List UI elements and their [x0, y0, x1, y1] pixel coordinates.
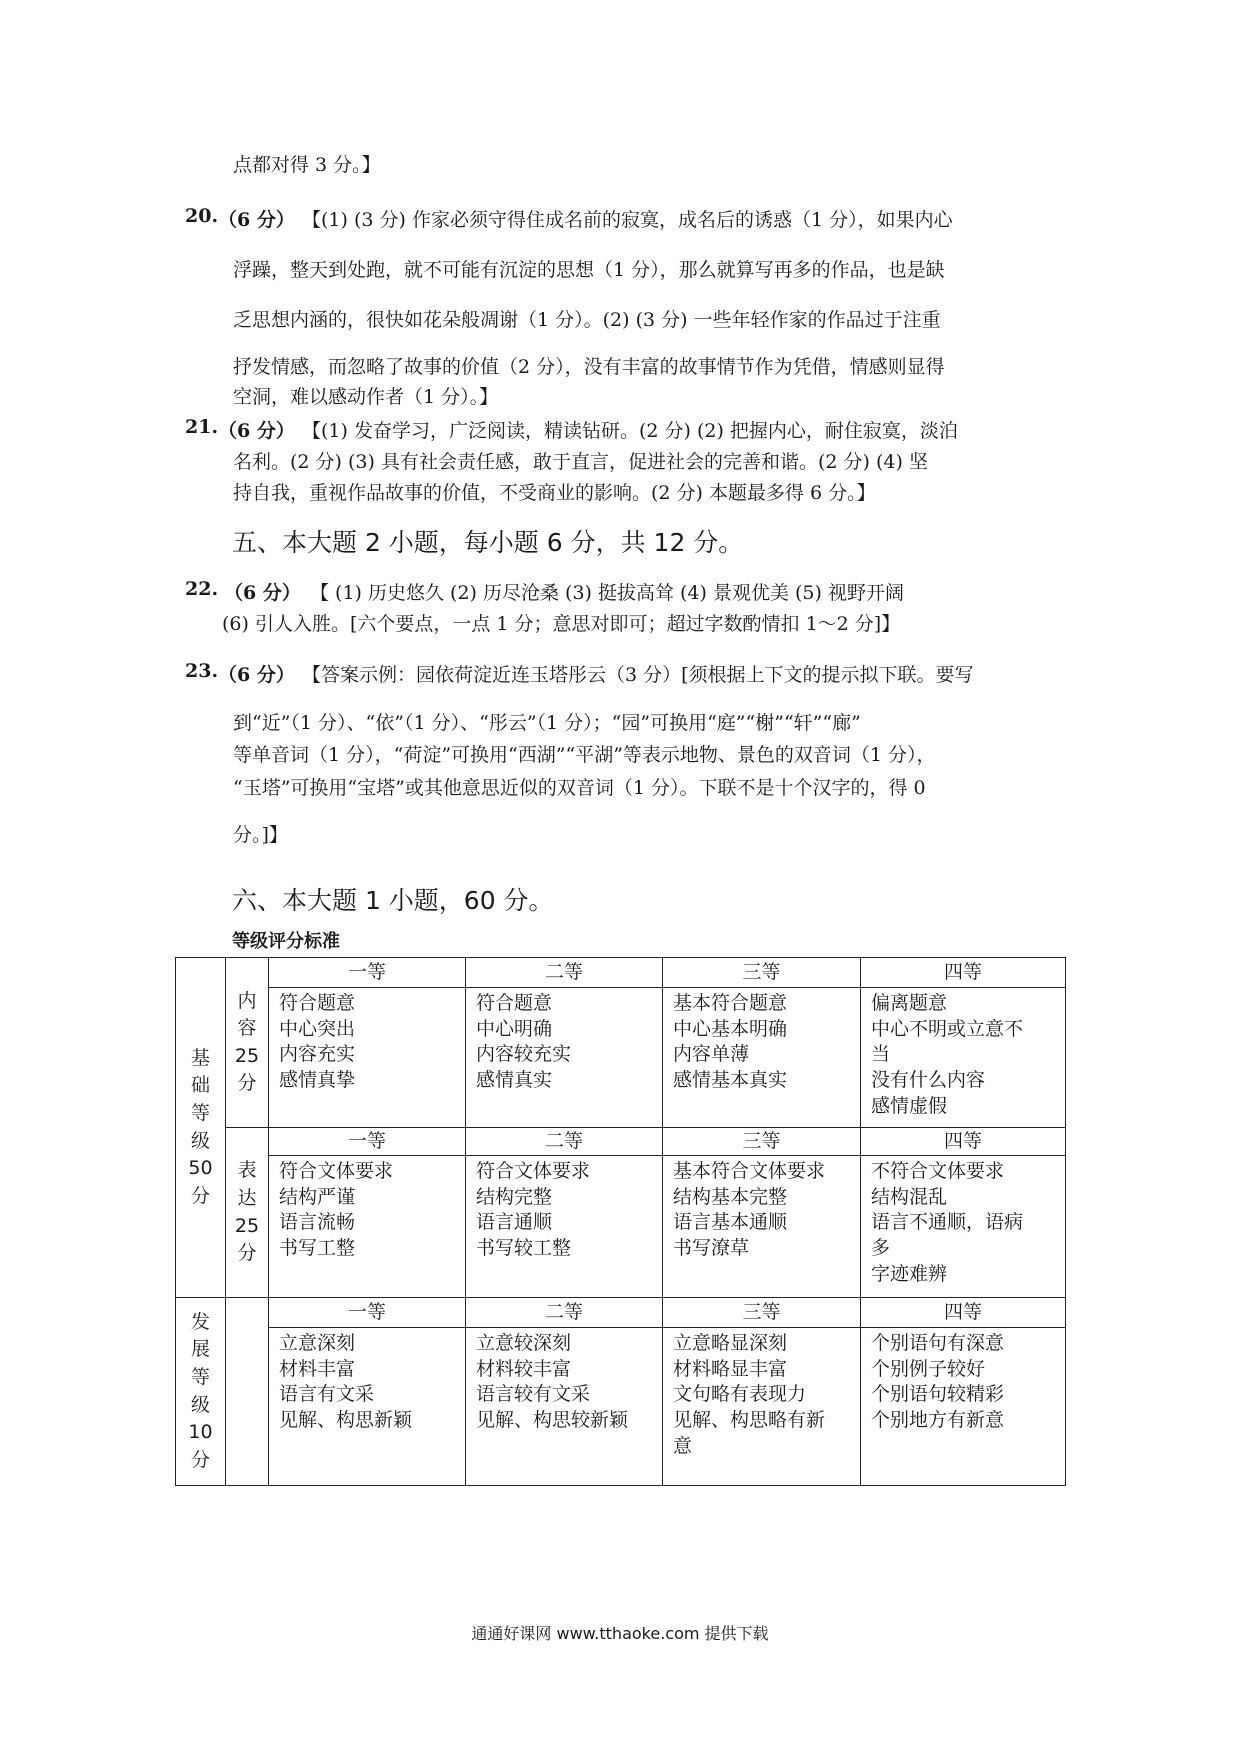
question-number: 23. — [185, 660, 219, 682]
table-row — [176, 1128, 1066, 1156]
criteria-cell: 个别语句有深意 个别例子较好 个别语句较精彩 个别地方有新意 — [861, 1328, 1066, 1486]
question-score: （6 分） — [218, 420, 295, 442]
answer-line: 【 (1) 历史悠久 (2) 历尽沧桑 (3) 挺拔高耸 (4) 景观优美 (5) 视野开阔 — [310, 582, 904, 604]
criteria-cell: 符合题意 中心明确 内容较充实 感情真实 — [466, 988, 663, 1128]
criteria-cell: 立意深刻 材料丰富 语言有文采 见解、构思新颖 — [269, 1328, 466, 1486]
answer-line: “玉塔”可换用“宝塔”或其他意思近似的双音词（1 分）。下联不是十个汉字的，得 0 — [233, 777, 926, 799]
question-number: 20. — [185, 205, 219, 227]
question-score: （6 分） — [218, 664, 295, 686]
table-row — [176, 988, 1066, 1128]
grade-header: 一等 — [269, 958, 466, 988]
table-row — [176, 1156, 1066, 1298]
criteria-cell: 偏离题意 中心不明或立意不 当 没有什么内容 感情虚假 — [861, 988, 1066, 1128]
expression-label: 表 达 25 分 — [226, 1128, 269, 1298]
answer-line: 【(1) (3 分) 作家必须守得住成名前的寂寞，成名后的诱惑（1 分），如果内心 — [302, 209, 953, 231]
question-score: （6 分） — [218, 209, 295, 231]
criteria-cell: 立意较深刻 材料较丰富 语言较有文采 见解、构思较新颖 — [466, 1328, 663, 1486]
section-heading-5: 五、本大题 2 小题，每小题 6 分，共 12 分。 — [232, 528, 744, 557]
answer-line: 乏思想内涵的，很快如花朵般凋谢（1 分）。(2) (3 分) 一些年轻作家的作品过于注重 — [233, 309, 941, 331]
answer-line: 名利。(2 分) (3) 具有社会责任感，敢于直言，促进社会的完善和谐。(2 分) (4) 坚 — [233, 451, 928, 473]
answer-line: 持自我，重视作品故事的价值，不受商业的影响。(2 分) 本题最多得 6 分。】 — [233, 482, 876, 504]
answer-line: (6) 引人入胜。[六个要点，一点 1 分；意思对即可；超过字数酌情扣 1～2 分]】 — [222, 613, 901, 635]
criteria-cell: 符合题意 中心突出 内容充实 感情真挚 — [269, 988, 466, 1128]
table-row — [176, 958, 1066, 988]
answer-line: 抒发情感，而忽略了故事的价值（2 分），没有丰富的故事情节作为凭借，情感则显得 — [233, 356, 945, 378]
table-row — [176, 1328, 1066, 1486]
answer-line: 【(1) 发奋学习，广泛阅读，精读钻研。(2 分) (2) 把握内心，耐住寂寞，淡泊 — [302, 420, 958, 442]
section-heading-6: 六、本大题 1 小题，60 分。 — [232, 886, 554, 915]
table-caption: 等级评分标准 — [232, 931, 340, 952]
criteria-cell: 符合文体要求 结构严谨 语言流畅 书写工整 — [269, 1156, 466, 1298]
grade-header: 四等 — [861, 1298, 1066, 1328]
grade-header: 二等 — [466, 958, 663, 988]
page-footer: 通通好课网 www.tthaoke.com 提供下载 — [471, 1624, 769, 1643]
criteria-cell: 立意略显深刻 材料略显丰富 文句略有表现力 见解、构思略有新 意 — [663, 1328, 861, 1486]
grade-header: 三等 — [663, 1128, 861, 1156]
grading-table — [175, 957, 1066, 1486]
question-score: （6 分） — [224, 582, 301, 604]
criteria-cell: 基本符合题意 中心基本明确 内容单薄 感情基本真实 — [663, 988, 861, 1128]
criteria-cell: 基本符合文体要求 结构基本完整 语言基本通顺 书写潦草 — [663, 1156, 861, 1298]
empty-cell — [226, 1298, 269, 1486]
answer-line: 【答案示例：园依荷淀近连玉塔彤云（3 分）[须根据上下文的提示拟下联。要写 — [302, 664, 974, 686]
answer-line: 等单音词（1 分），“荷淀”可换用“西湖”“平湖”等表示地物、景色的双音词（1 分）， — [233, 744, 936, 766]
answer-line: 分。]】 — [233, 824, 288, 846]
criteria-cell: 不符合文体要求 结构混乱 语言不通顺，语病 多 字迹难辨 — [861, 1156, 1066, 1298]
continuation-text: 点都对得 3 分。】 — [233, 154, 381, 176]
answer-line: 到“近”（1 分）、“依”（1 分）、“彤云”（1 分）；“园”可换用“庭”“榭”“轩”“廊” — [233, 712, 861, 734]
grade-header: 二等 — [466, 1128, 663, 1156]
question-number: 22. — [185, 578, 219, 600]
basic-level-label: 基 础 等 级 50 分 — [176, 958, 226, 1298]
question-number: 21. — [185, 416, 219, 438]
grade-header: 四等 — [861, 958, 1066, 988]
empty-cell — [226, 958, 269, 988]
development-level-label: 发 展 等 级 10 分 — [176, 1298, 226, 1486]
content-label: 内 容 25 分 — [226, 988, 269, 1128]
table-row — [176, 1298, 1066, 1328]
answer-line: 空洞，难以感动作者（1 分）。】 — [233, 386, 499, 408]
grade-header: 一等 — [269, 1128, 466, 1156]
grade-header: 一等 — [269, 1298, 466, 1328]
grade-header: 四等 — [861, 1128, 1066, 1156]
answer-line: 浮躁，整天到处跑，就不可能有沉淀的思想（1 分），那么就算写再多的作品，也是缺 — [233, 259, 945, 281]
grade-header: 三等 — [663, 958, 861, 988]
grade-header: 二等 — [466, 1298, 663, 1328]
criteria-cell: 符合文体要求 结构完整 语言通顺 书写较工整 — [466, 1156, 663, 1298]
grade-header: 三等 — [663, 1298, 861, 1328]
